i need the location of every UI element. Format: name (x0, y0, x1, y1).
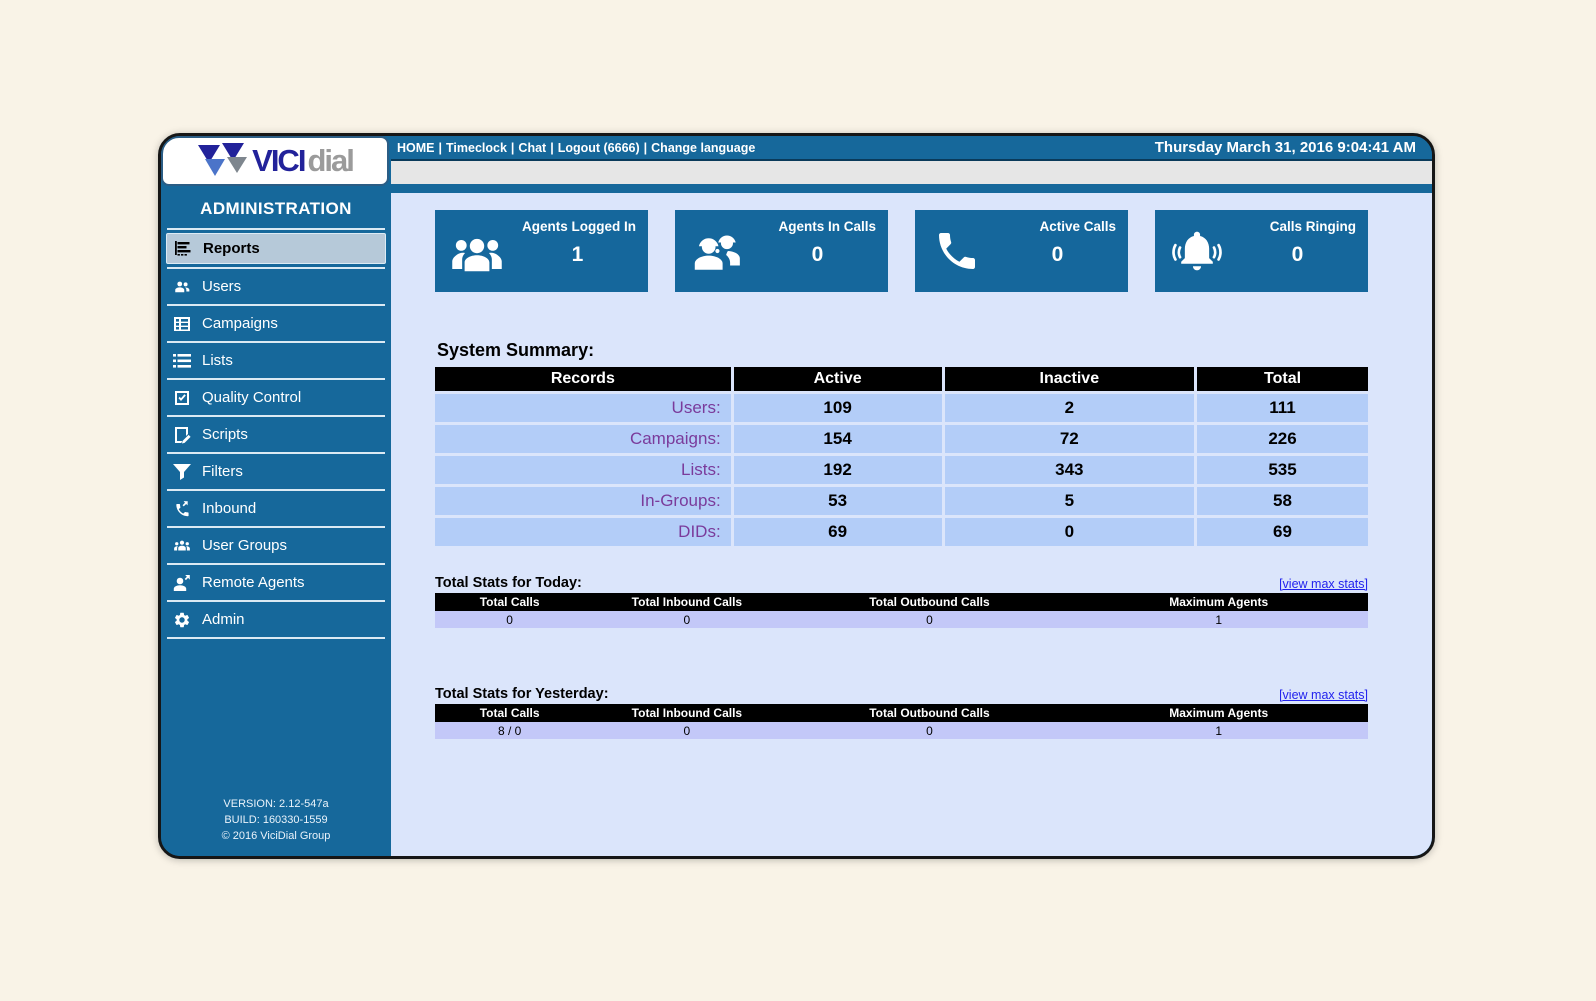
nav-separator: | (550, 140, 554, 155)
in-groups-active-value: 53 (734, 487, 942, 515)
column-header-total-inbound-calls: Total Inbound Calls (584, 704, 789, 722)
script-pencil-icon (172, 425, 191, 444)
headset-agents-icon (675, 210, 759, 292)
sidebar-item-remote-agents[interactable] (161, 565, 391, 600)
inbound-phone-icon (172, 499, 191, 518)
system-summary-title: System Summary: (437, 340, 595, 360)
view-max-stats-link-yesterday[interactable]: [view max stats] (1279, 688, 1368, 702)
sidebar-item-scripts[interactable] (161, 417, 391, 452)
stats-yesterday-section (435, 686, 1368, 739)
card-value: 1 (571, 243, 584, 266)
table-header-row (435, 593, 1368, 611)
version-line: VERSION: 2.12-547a (223, 798, 329, 810)
nav-logout-link[interactable]: Logout (6666) (557, 140, 640, 155)
sidebar-item-label: Lists (202, 352, 233, 369)
column-header-records: Records (435, 367, 731, 391)
card-label: Active Calls (1039, 219, 1116, 234)
main-area (391, 136, 1432, 856)
lists-total-value: 535 (1197, 456, 1368, 484)
sidebar-title: ADMINISTRATION (200, 199, 352, 218)
gear-icon (172, 610, 191, 629)
lists-row-link[interactable]: Lists: (680, 460, 721, 479)
checkbox-icon (172, 388, 191, 407)
sidebar-item-campaigns[interactable] (161, 306, 391, 341)
table-header-row (435, 704, 1368, 722)
today-inbound-calls-value: 0 (584, 611, 789, 628)
build-line: BUILD: 160330-1559 (224, 814, 328, 826)
table-row (435, 456, 1368, 484)
stats-yesterday-table (435, 704, 1368, 739)
users-row-link[interactable]: Users: (671, 398, 721, 417)
nav-separator: | (510, 140, 515, 155)
sidebar-item-label: Users (202, 278, 242, 295)
column-header-maximum-agents: Maximum Agents (1069, 593, 1368, 611)
sidebar-item-quality-control[interactable] (161, 380, 391, 415)
nav-home-link[interactable]: HOME (397, 140, 435, 155)
logo-text-dial: dial (307, 143, 353, 178)
sidebar-item-filters[interactable] (161, 454, 391, 489)
logo-text-vici: VICI (252, 143, 305, 178)
sidebar-item-lists[interactable] (161, 343, 391, 378)
nav-separator: | (438, 140, 442, 155)
dids-row-link[interactable]: DIDs: (678, 522, 721, 541)
campaigns-list-icon (172, 314, 191, 333)
dids-active-value: 69 (734, 518, 942, 546)
sidebar-divider (167, 637, 385, 639)
campaigns-row-link[interactable]: Campaigns: (629, 429, 721, 448)
bell-ringing-icon (1155, 210, 1239, 292)
sidebar-item-label: Filters (202, 463, 243, 480)
yesterday-inbound-calls-value: 0 (584, 722, 789, 739)
nav-timeclock-link[interactable]: Timeclock (446, 140, 507, 155)
sidebar (161, 136, 391, 856)
version-info (161, 796, 391, 856)
lists-inactive-value: 343 (945, 456, 1194, 484)
sidebar-item-label: Campaigns (202, 315, 278, 332)
agents-group-icon (435, 210, 519, 292)
column-header-inactive: Inactive (945, 367, 1194, 391)
funnel-icon (172, 462, 191, 481)
nav-change-language-link[interactable]: Change language (651, 140, 756, 155)
yesterday-outbound-calls-value: 0 (790, 722, 1070, 739)
sidebar-item-label: Admin (202, 611, 245, 628)
column-header-total-outbound-calls: Total Outbound Calls (790, 704, 1070, 722)
users-total-value: 111 (1197, 394, 1368, 422)
column-header-total-calls: Total Calls (435, 704, 584, 722)
sidebar-item-user-groups[interactable] (161, 528, 391, 563)
table-row (435, 611, 1368, 628)
lists-active-value: 192 (734, 456, 942, 484)
table-row (435, 394, 1368, 422)
yesterday-maximum-agents-value: 1 (1069, 722, 1368, 739)
campaigns-total-value: 226 (1197, 425, 1368, 453)
table-row (435, 722, 1368, 739)
nav-chat-link[interactable]: Chat (518, 140, 547, 155)
card-label: Agents Logged In (522, 219, 636, 234)
today-outbound-calls-value: 0 (790, 611, 1070, 628)
stats-today-table (435, 593, 1368, 628)
in-groups-total-value: 58 (1197, 487, 1368, 515)
campaigns-inactive-value: 72 (945, 425, 1194, 453)
sidebar-item-label: Quality Control (202, 389, 302, 406)
stat-cards-row (435, 210, 1368, 292)
table-row (435, 518, 1368, 546)
stats-yesterday-title: Total Stats for Yesterday: (435, 686, 609, 702)
table-header-row (435, 367, 1368, 391)
sidebar-item-users[interactable] (161, 269, 391, 304)
column-header-total-inbound-calls: Total Inbound Calls (584, 593, 789, 611)
nav-separator: | (643, 140, 648, 155)
sidebar-item-label: Remote Agents (202, 574, 305, 591)
top-nav (397, 141, 755, 155)
sidebar-item-inbound[interactable] (161, 491, 391, 526)
table-row (435, 487, 1368, 515)
card-calls-ringing (1155, 210, 1368, 292)
sidebar-item-label: Reports (203, 240, 260, 257)
column-header-total-outbound-calls: Total Outbound Calls (790, 593, 1070, 611)
stats-today-title: Total Stats for Today: (435, 575, 582, 591)
system-summary-table (432, 364, 1371, 549)
top-bar (391, 136, 1432, 161)
phone-icon (915, 210, 999, 292)
sidebar-item-reports[interactable] (166, 233, 386, 264)
card-agents-logged-in (435, 210, 648, 292)
vicidial-logo[interactable] (161, 136, 389, 186)
in-groups-row-link[interactable]: In-Groups: (640, 491, 721, 510)
card-active-calls (915, 210, 1128, 292)
copyright-line: © 2016 ViciDial Group (221, 830, 331, 842)
user-groups-icon (172, 536, 191, 555)
column-header-active: Active (734, 367, 942, 391)
subheader-strip (391, 161, 1432, 184)
sidebar-item-label: Inbound (202, 500, 257, 517)
sidebar-item-label: User Groups (202, 537, 288, 554)
campaigns-active-value: 154 (734, 425, 942, 453)
dids-inactive-value: 0 (945, 518, 1194, 546)
datetime-display: Thursday March 31, 2016 9:04:41 AM (1154, 139, 1416, 156)
in-groups-inactive-value: 5 (945, 487, 1194, 515)
column-header-maximum-agents: Maximum Agents (1069, 704, 1368, 722)
sidebar-divider (167, 228, 385, 230)
card-value: 0 (1051, 243, 1064, 266)
reports-chart-icon (173, 239, 192, 258)
content-panel (391, 193, 1432, 856)
sidebar-item-label: Scripts (202, 426, 248, 443)
sidebar-item-admin[interactable] (161, 602, 391, 637)
today-maximum-agents-value: 1 (1069, 611, 1368, 628)
lists-icon (172, 351, 191, 370)
users-icon (172, 277, 191, 296)
card-value: 0 (1291, 243, 1304, 266)
view-max-stats-link-today[interactable]: [view max stats] (1279, 577, 1368, 591)
users-active-value: 109 (734, 394, 942, 422)
users-inactive-value: 2 (945, 394, 1194, 422)
vicidial-logo-triangles-icon (197, 141, 249, 181)
column-header-total: Total (1197, 367, 1368, 391)
remote-agent-icon (172, 573, 191, 592)
stats-today-section (435, 575, 1368, 628)
card-value: 0 (811, 243, 824, 266)
column-header-total-calls: Total Calls (435, 593, 584, 611)
table-row (435, 425, 1368, 453)
yesterday-total-calls-value: 8 / 0 (435, 722, 584, 739)
card-label: Agents In Calls (778, 219, 876, 234)
app-window (158, 133, 1435, 859)
card-label: Calls Ringing (1269, 219, 1356, 234)
dids-total-value: 69 (1197, 518, 1368, 546)
today-total-calls-value: 0 (435, 611, 584, 628)
card-agents-in-calls (675, 210, 888, 292)
